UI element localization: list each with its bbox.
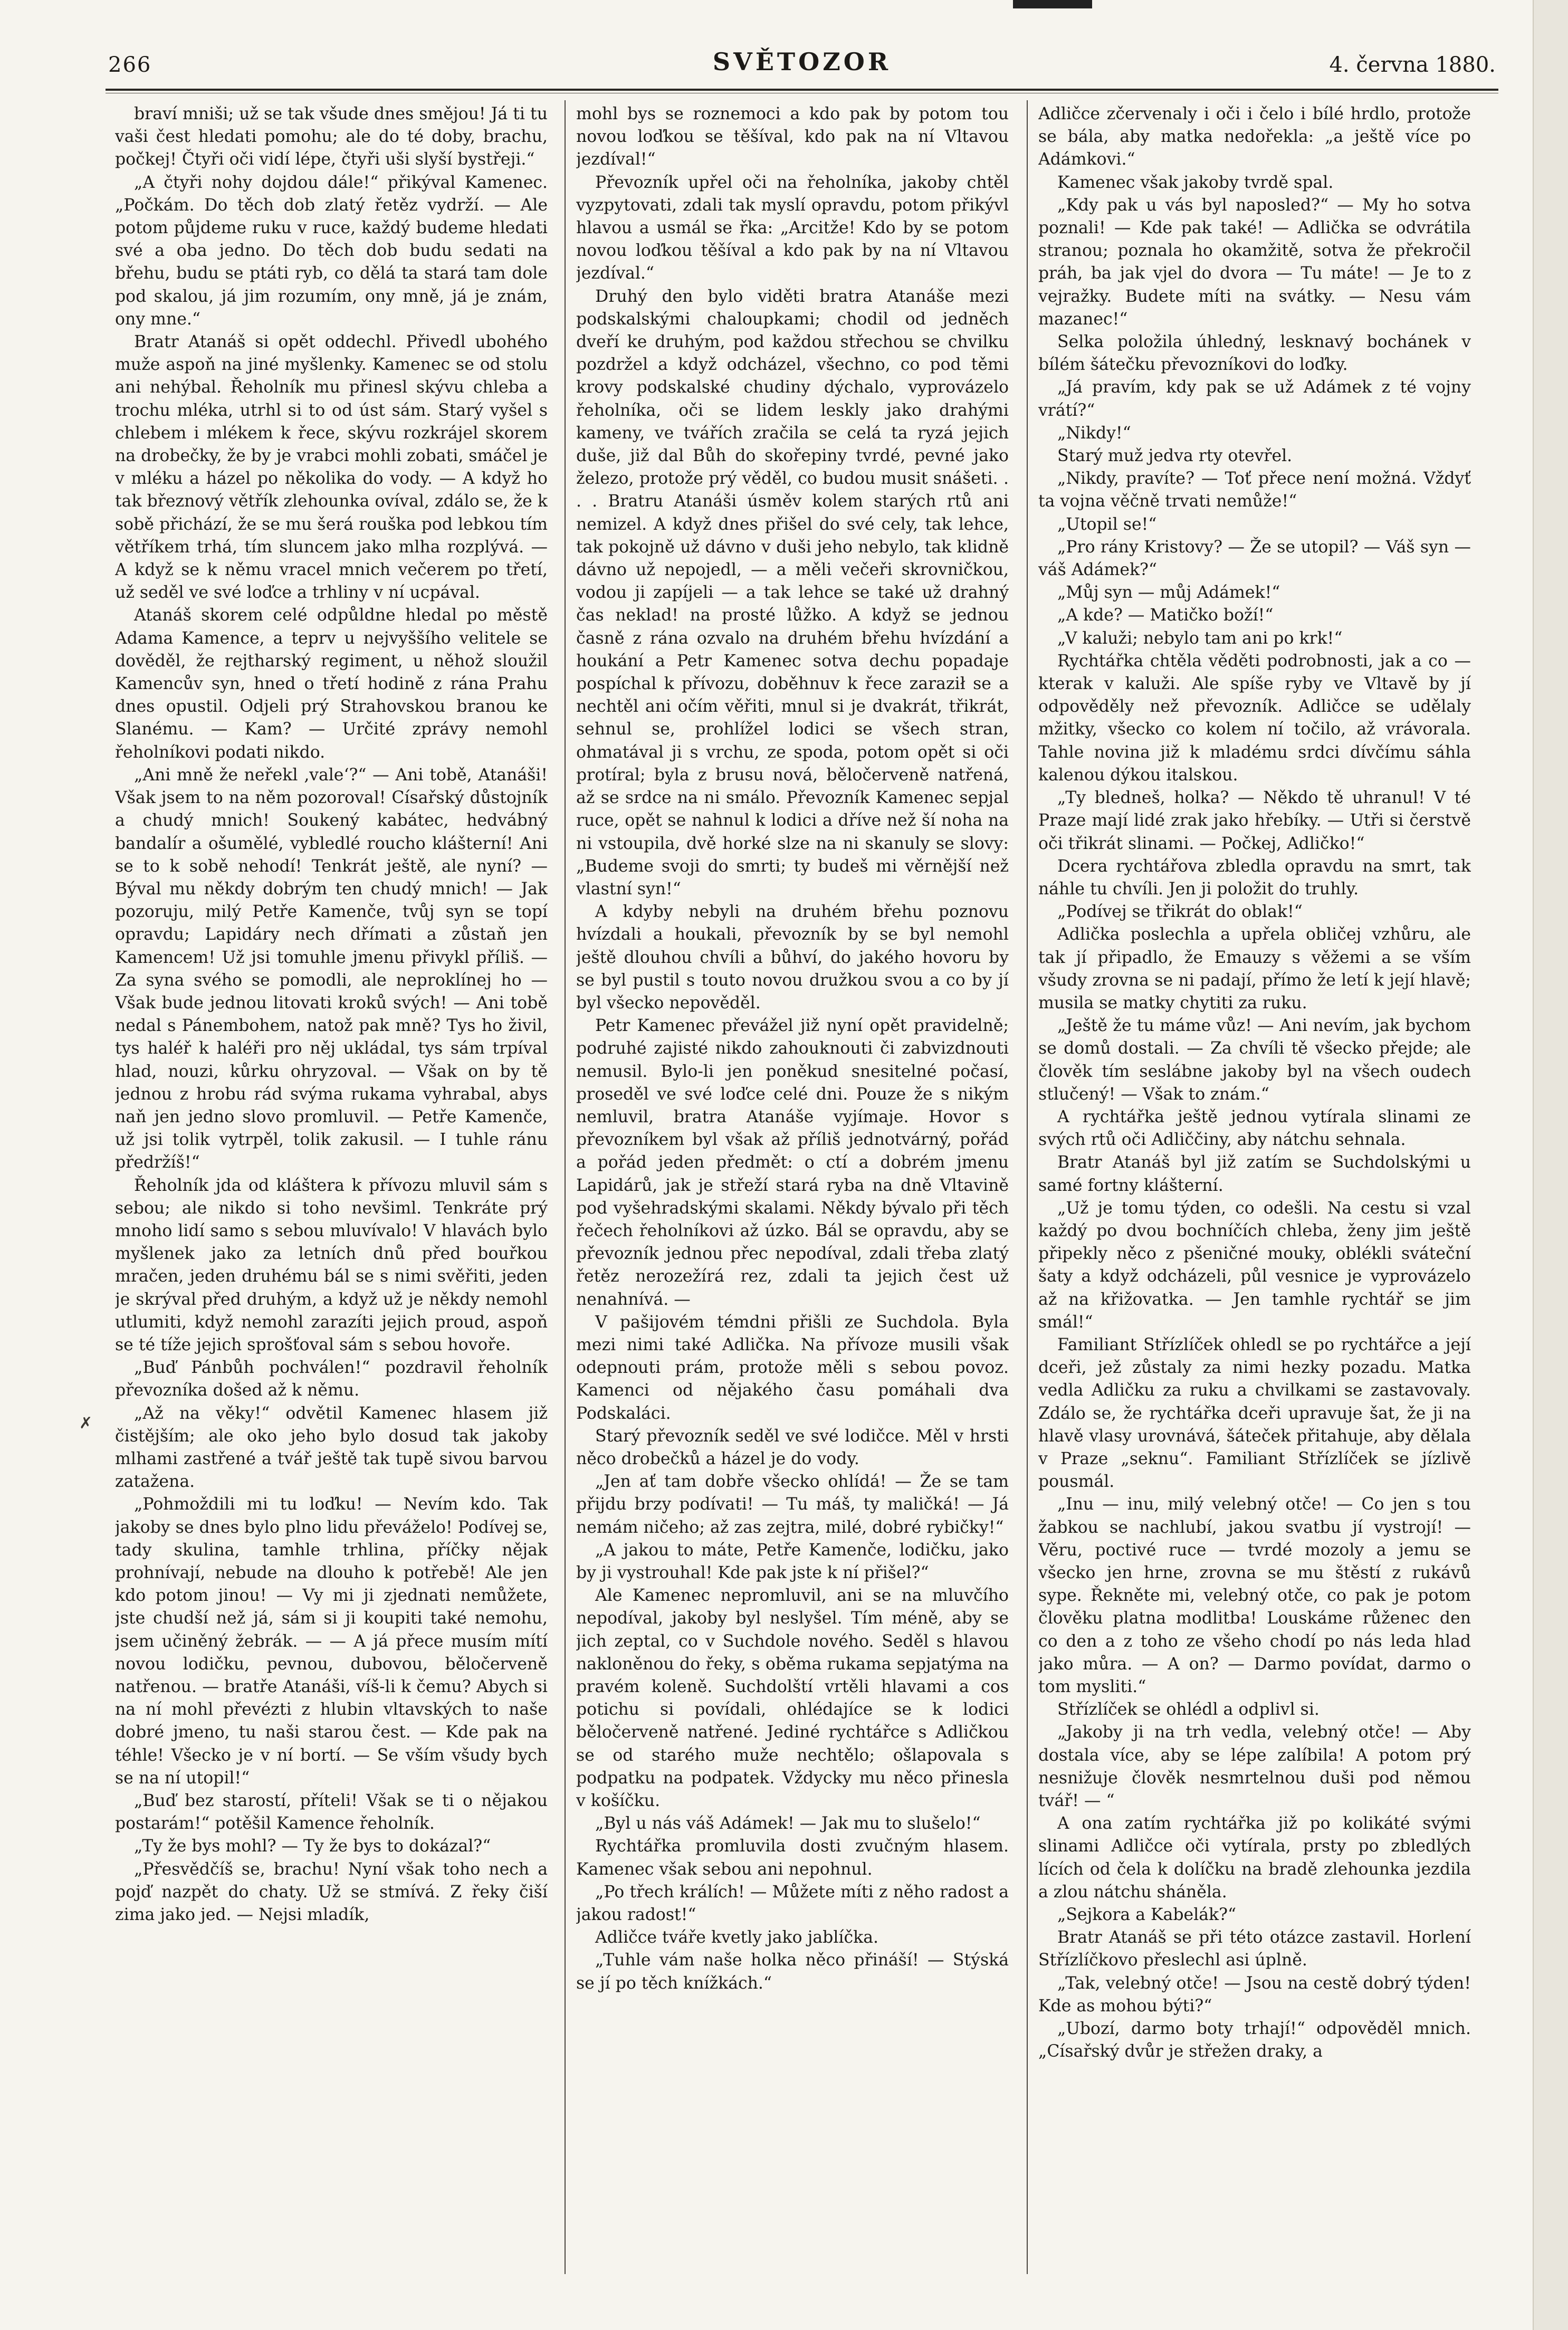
page-edge <box>1533 0 1568 2330</box>
paragraph: „Můj syn — můj Adámek!“ <box>1057 583 1280 603</box>
paragraph: A kdyby nebyli na druhém břehu poznovu hvízdali a houkali, převozník by se byl nemohl ještě dlouhou chvíli a bůhví, do jakého hovoru by se byl pustil s touto novou družkou svou a co by jí byl všecko nepověděl. <box>576 902 1009 1013</box>
paragraph: Rychtářka chtěla věděti podrobnosti, jak a co — kterak v kaluži. Ale spíše ryby ve Vltavě by jí odpověděly než převozník. Adličce se udělaly mžitky, všecko co kolem ní točilo, až vrávorala. Tahle novina již k mladému srdci dívčímu sáhla kalenou dýkou italskou. <box>1038 651 1471 785</box>
paragraph: Bratr Atanáš si opět oddechl. Přivedl ubohého muže aspoň na jiné myšlenky. Kamenec se od stolu ani nehýbal. Řeholník mu přinesl skývu chleba a trochu mléka, utrhl si to od úst sám. Starý vyšel s chlebem i mlékem k řece, skývu rozkrájel skorem na drobečky, že by je vrabci mohli zobati, smáčel je v mléku a házel po několika do vody. — A když ho tak březnový větřík zlehounka ovíval, zdálo se, že k sobě přichází, že se mu šerá rouška pod lebkou tím větříkem trhá, tím sluncem jako mlha rozplývá. — A když se k němu vracel mnich večerem po třetí, už seděl ve své loďce a trhliny v ní ucpával. <box>115 332 548 603</box>
paragraph: Bratr Atanáš byl již zatím se Suchdolskými u samé fortny klášterní. <box>1038 1153 1471 1195</box>
paragraph: Petr Kamenec převážel již nyní opět pravidelně; podruhé zajisté nikdo zahouknouti či zabvizdnouti nemusil. Bylo-li jen poněkud snesitelné počasí, proseděl ve své loďce celé dni. Pouze že s nikým nemluvil, bratra Atanáše vyjímaje. Hovor s převozníkem byl však až příliš jednotvárný, pořád a pořád jeden předmět: o ctí a dobrém jmenu Lapidárů, jak je střeží stará ryba na dně Vltavině pod vyšehradskými skalami. Někdy bývalo při těch řečech řeholníkovi až úzko. Bál se opravdu, aby se převozník jednou přec nepodíval, zdali třeba zlatý řetěz nerozežírá rez, zdali ta jejich čest už nenahnívá. — <box>576 1016 1009 1309</box>
paragraph: Rychtářka promluvila dosti zvučným hlasem. Kamenec však sebou ani nepohnul. <box>576 1837 1009 1879</box>
margin-mark: ✗ <box>79 1414 93 1433</box>
paragraph: „A jakou to máte, Petře Kamenče, lodičku, jako by ji vystrouhal! Kde pak jste k ní přišel?“ <box>576 1540 1009 1582</box>
paragraph: Starý převozník seděl ve své lodičce. Měl v hrsti něco drobečků a házel je do vody. <box>576 1426 1009 1468</box>
paragraph: „A kde? — Matičko boží!“ <box>1057 606 1274 625</box>
paragraph: „V kaluži; nebylo tam ani po krk!“ <box>1057 628 1343 648</box>
paragraph: „Ty že bys mohl? — Ty že bys to dokázal?“ <box>134 1837 491 1856</box>
paragraph: „A čtyři nohy dojdou dále!“ přikýval Kamenec. „Počkám. Do těch dob zlatý řetěz vydrží. — Ale potom půjdeme ruku v ruce, každý budeme hledati své a oba jedno. Do těch dob budu sedati na břehu, budu se ptáti ryb, co dělá ta stará tam dole pod skalou, já jim rozumím, ony mně, já je znám, ony mne.“ <box>115 173 548 329</box>
paragraph: „Jakoby ji na trh vedla, velebný otče! — Aby dostala více, aby se lépe zalíbila! A potom prý nesnižuje člověk nesmrtelnou duši pod němou tvář! — “ <box>1038 1723 1471 1811</box>
header-rule <box>106 89 1498 91</box>
paragraph: „Já pravím, kdy pak se už Adámek z té vojny vrátí?“ <box>1038 378 1471 420</box>
paragraph: Ale Kamenec nepromluvil, ani se na mluvčího nepodíval, jakoby byl neslyšel. Tím méně, aby se jich zeptal, co v Suchdole nového. Seděl s hlavou nakloněnou do řeky, s oběma rukama sepjatýma na pravém koleně. Suchdolští vrtěli hlavami a cos potichu si povídali, ohlédajíce se k lodici běločerveně natřené. Jediné rychtářce s Adličkou se od starého muže nechtělo; ošlapovala s podpatku na podpatek. Vždycky mu něco přinesla v košíčku. <box>576 1586 1009 1811</box>
paragraph: „Inu — inu, milý velebný otče! — Co jen s tou žabkou se nachlubí, jakou svatbu jí vystrojí! — Věru, poctivé ruce — tvrdé mozoly a jemu se všecko jen hrne, zrovna se mu štěstí z rukávů sype. Řekněte mi, velebný otče, co pak je potom člověku platna modlitba! Louskáme růženec den co den a z toho ze všeho chodí po nás leda hlad jako můra. — A on? — Darmo povídat, darmo o tom mysliti.“ <box>1038 1495 1471 1697</box>
paragraph: „Po třech králích! — Můžete míti z něho radost a jakou radost!“ <box>576 1882 1009 1925</box>
paragraph: „Tak, velebný otče! — Jsou na cestě dobrý týden! Kde as mohou býti?“ <box>1038 1973 1471 2016</box>
paragraph: Dcera rychtářova zbledla opravdu na smrt, tak náhle tu chvíli. Jen ji položit do truhly. <box>1038 856 1471 899</box>
paragraph: „Přesvědčíš se, brachu! Nyní však toho nech a pojď nazpět do chaty. Už se stmívá. Z řeky čiší zima jako jed. — Nejsi mladík, <box>115 1859 548 1925</box>
issue-date: 4. června 1880. <box>1329 53 1496 77</box>
paragraph: „Nikdy, pravíte? — Toť přece není možná. Vždyť ta vojna věčně trvati nemůže!“ <box>1038 469 1471 511</box>
paragraph: „Ještě že tu máme vůz! — Ani nevím, jak bychom se domů dostali. — Za chvíli tě všecko přejde; ale člověk tím seslábne jakoby byl na všech oudech stlučený! — Však to znám.“ <box>1038 1016 1471 1104</box>
paragraph: „Ty bledneš, holka? — Někdo tě uhranul! V té Praze mají lidé zrak jako hřebíky. — Utři si čerstvě oči třikrát slinami. — Počkej, Adličko!“ <box>1038 788 1471 853</box>
paragraph: „Už je tomu týden, co odešli. Na cestu si vzal každý po dvou bochníčích chleba, ženy jim ještě připekly něco z pšeničné mouky, oblékli sváteční šaty a když odcházeli, půl vesnice je vyprovázelo až na křižovatka. — Jen tamhle rychtář se jim smál!“ <box>1038 1198 1471 1332</box>
paragraph: „Podívej se třikrát do oblak!“ <box>1057 902 1303 922</box>
column-divider <box>565 100 566 2274</box>
text-column-3 <box>1038 103 1471 2271</box>
text-column-2 <box>576 103 1009 2271</box>
paragraph: „Jen ať tam dobře všecko ohlídá! — Že se tam přijdu brzy podívati! — Tu máš, ty maličká! — Já nemám ničeho; až zas zejtra, milé, dobré rybičky!“ <box>576 1472 1009 1537</box>
paragraph: V pašijovém témdni přišli ze Suchdola. Byla mezi nimi také Adlička. Na přívoze musili však odepnouti prám, protože měli s sebou povoz. Kamenci od nějakého času pomáhali dva Podskaláci. <box>576 1312 1009 1423</box>
paragraph: „Nikdy!“ <box>1057 423 1131 443</box>
paragraph: braví mniši; už se tak všude dnes smějou! Já ti tu vaši čest hledati pomohu; ale do té doby, brachu, počkej! Čtyři oči vidí lépe, čtyři uši slyší bystřeji.“ <box>115 104 548 169</box>
paragraph: „Ani mně že neřekl ‚vale‘?“ — Ani tobě, Atanáši! Však jsem to na něm pozoroval! Císařský důstojník a chudý mnich! Soukený kabátec, hedvábný bandalír a ošumělé, vybledlé roucho klášterní! Ani se to k sobě nehodí! Tenkrát ještě, ale nyní? — Býval mu někdy dobrým ten chudý mnich! — Jak pozoruju, milý Petře Kamenče, tvůj syn se topí opravdu; Lapidáry nech dřímati a zůstaň jen Kamencem! Už jsi tomuhle jmenu přivykl příliš. — Za syna svého se pomodli, ale neproklínej ho — Však bude jednou litovati kroků svých! — Ani tobě nedal s Pánembohem, natož pak mně? Tys ho živil, tys haléř k haléři pro něj ukládal, tys sám trpíval hlad, nouzi, kůrku ohryzoval. — Však on by tě jednou z hrobu rád svýma rukama vyhrabal, abys naň jen jedno slovo promluvil. — Petře Kamenče, už jsi tolik vytrpěl, tolik zakusil. — I tuhle ránu předržíš!“ <box>115 765 548 1172</box>
paragraph: Atanáš skorem celé odpůldne hledal po městě Adama Kamence, a teprv u nejvyššího velitele se dověděl, že rejtharský regiment, u něhož sloužil Kamencův syn, hned o třetí hodině z rána Prahu dnes opustil. Odjeli prý Strahovskou branou ke Slanému. — Kam? — Určité zprávy nemohl řeholníkovi podati nikdo. <box>115 606 548 762</box>
paragraph: „Sejkora a Kabelák?“ <box>1057 1905 1237 1925</box>
paragraph: A rychtářka ještě jednou vytírala slinami ze svých rtů oči Adliččiny, aby nátchu sehnala. <box>1038 1107 1471 1150</box>
paragraph: Kamenec však jakoby tvrdě spal. <box>1057 173 1334 192</box>
paragraph: „Až na věky!“ odvětil Kamenec hlasem již čistějším; ale oko jeho bylo dosud tak jakoby mlhami zastřené a tvář ještě tak tupě sivou barvou zatažena. <box>115 1403 548 1492</box>
paragraph: „Buď Pánbůh pochválen!“ pozdravil řeholník převozníka došed až k němu. <box>115 1358 548 1400</box>
paragraph: Starý muž jedva rty otevřel. <box>1057 446 1293 466</box>
paragraph: „Utopil se!“ <box>1057 514 1157 534</box>
text-column-1 <box>115 103 548 2271</box>
paragraph: „Ubozí, darmo boty trhají!“ odpověděl mnich. „Císařský dvůr je střežen draky, a <box>1038 2019 1471 2061</box>
paragraph: A ona zatím rychtářka již po kolikáté svými slinami Adličce oči vytírala, prsty po zbledlých lících od čela k dolíčku na bradě zlehounka jezdila a zlou nátchu sháněla. <box>1038 1814 1471 1902</box>
paragraph: Řeholník jda od kláštera k přívozu mluvil sám s sebou; ale nikdo si toho nevšiml. Tenkráte prý mnoho lidí samo s sebou mluvívalo! V hlavách bylo myšlenek jako za letních dnů před bouřkou mračen, jeden druhému bál se s nimi svěřiti, jeden je skrýval před druhým, a když už je někdy nemohl utlumiti, když nemohl zarazíti jejich proud, aspoň se té tíže jejich sprošťoval sám s sebou hovoře. <box>115 1176 548 1354</box>
page-number: 266 <box>108 53 152 77</box>
column-divider <box>1027 100 1028 2274</box>
page-header <box>108 47 1496 87</box>
paragraph: „Kdy pak u vás byl naposled?“ — My ho sotva poznali! — Kde pak také! — Adlička se odvrátila stranou; poznala ho okamžitě, sotva že překročil práh, ba jak vjel do dvora — Tu máte! — Je to z vejražky. Budete míti na svátky. — Nesu vám mazanec!“ <box>1038 195 1471 329</box>
paragraph: Převozník upřel oči na řeholníka, jakoby chtěl vyzpytovati, zdali tak myslí opravdu, potom přikývl hlavou a usmál se řka: „Arcitže! Kdo by se potom novou loďkou těšíval a kdo pak by na ní Vltavou jezdíval.“ <box>576 173 1009 283</box>
paragraph: Adlička poslechla a upřela obličej vzhůru, ale tak jí připadlo, že Emauzy s věžemi a se vším všudy zrovna se ni padají, přímo že letí k její hlavě; musila se matky chytiti za ruku. <box>1038 925 1471 1013</box>
paragraph: mohl bys se roznemoci a kdo pak by potom tou novou loďkou se těšíval, kdo pak na ní Vltavou jezdíval!“ <box>576 104 1009 169</box>
paragraph: Familiant Střízlíček ohledl se po rychtářce a její dceři, jež zůstaly za nimi hezky pozadu. Matka vedla Adličku za ruku a chvilkami se zastavovaly. Zdálo se, že rychtářka dceři upravuje šat, že ji na hlavě vlasy urovnává, šáteček přitahuje, aby dělala v Praze „seknu“. Familiant Střízlíček se jízlivě pousmál. <box>1038 1335 1471 1492</box>
paragraph: „Pohmoždili mi tu loďku! — Nevím kdo. Tak jakoby se dnes bylo plno lidu převáželo! Podívej se, tady skulina, tamhle trhlina, příčky nějak prohnívají, nebude na dlouho k potřebě! Ale jen kdo potom jinou! — Vy mi ji zjednati nemůžete, jste chudší než já, sám si ji koupiti také nemohu, jsem učiněný žebrák. — — A já přece musím mítí novou lodičku, pevnou, dubovou, běločerveně natřenou. — bratře Atanáši, víš-li k čemu? Abych si na ní mohl převézti z hlubin vltavských to naše dobré jmeno, tu naši starou čest. — Kde pak na téhle! Všecko je v ní bortí. — Se vším všudy bych se na ní utopil!“ <box>115 1495 548 1788</box>
paragraph: „Tuhle vám naše holka něco přináší! — Stýská se jí po těch knížkách.“ <box>576 1951 1009 1993</box>
binding-tab <box>1013 0 1092 8</box>
paragraph: Bratr Atanáš se při této otázce zastavil. Horlení Střízlíčkovo přeslechl asi úplně. <box>1038 1928 1471 1970</box>
paragraph: „Buď bez starostí, příteli! Však se ti o nějakou postarám!“ potěšil Kamence řeholník. <box>115 1791 548 1834</box>
paragraph: Adličce tváře kvetly jako jablíčka. <box>595 1928 879 1947</box>
paragraph: Adličce zčervenaly i oči i čelo i bílé hrdlo, protože se bála, aby matka nedořekla: „a ještě více po Adámkovi.“ <box>1038 104 1471 169</box>
paragraph: Selka položila úhledný, lesknavý bochánek v bílém šátečku převozníkovi do loďky. <box>1038 332 1471 375</box>
masthead-title: SVĚTOZOR <box>712 47 892 76</box>
paragraph: Střízlíček se ohlédl a odplivl si. <box>1057 1700 1320 1720</box>
paragraph: Druhý den bylo viděti bratra Atanáše mezi podskalskými chaloupkami; chodil od jedněch dveří ke druhým, pod každou střechou se chvilku pozdržel a když odcházel, všechno, co pod těmi krovy podskalské chudiny dýchalo, vyprovázelo řeholníka, oči se lidem leskly jako drahými kameny, ve tvářích zračila se celá ta ryzá jejich duše, již dal Bůh do skořepiny tvrdé, pevné jako železo, protože prý věděl, co budou musit snášeti. . . . Bratru Atanáši úsměv kolem starých rtů ani nemizel. A když dnes přišel do své cely, tak lehce, tak pokojně už dávno v duši jeho nebylo, tak klidně dávno už nepojedl, — a měli večeři skrovničkou, vodou ji zapíjeli — a tak lehce se také už drahný čas neklad! na prosté lůžko. A když se jednou časně z rána ozvalo na druhém břehu hvízdání a houkání a Petr Kamenec sotva dechu popadaje pospíchal k přívozu, doběhnuv k řece zaraził se a nechtěl ani očím věřiti, mnul si je dvakrát, třikrát, sehnul se, prohlížel lodici se všech stran, ohmatával ji s vrchu, ze spoda, potom opět si oči protíral; byla z brusu nová, běločerveně natřená, až se srdce na ni smálo. Převozník Kamenec sepjal ruce, opět se nahnul k lodici a dříve než ší noha na ni vstoupila, dvě horké slze na ni skanuly se slovy: „Budeme svoji do smrti; ty budeš mi věrnější než vlastní syn!“ <box>576 287 1009 899</box>
paragraph: „Pro rány Kristovy? — Že se utopil? — Váš syn — váš Adámek?“ <box>1038 537 1471 580</box>
paragraph: „Byl u nás váš Adámek! — Jak mu to slušelo!“ <box>595 1814 981 1834</box>
